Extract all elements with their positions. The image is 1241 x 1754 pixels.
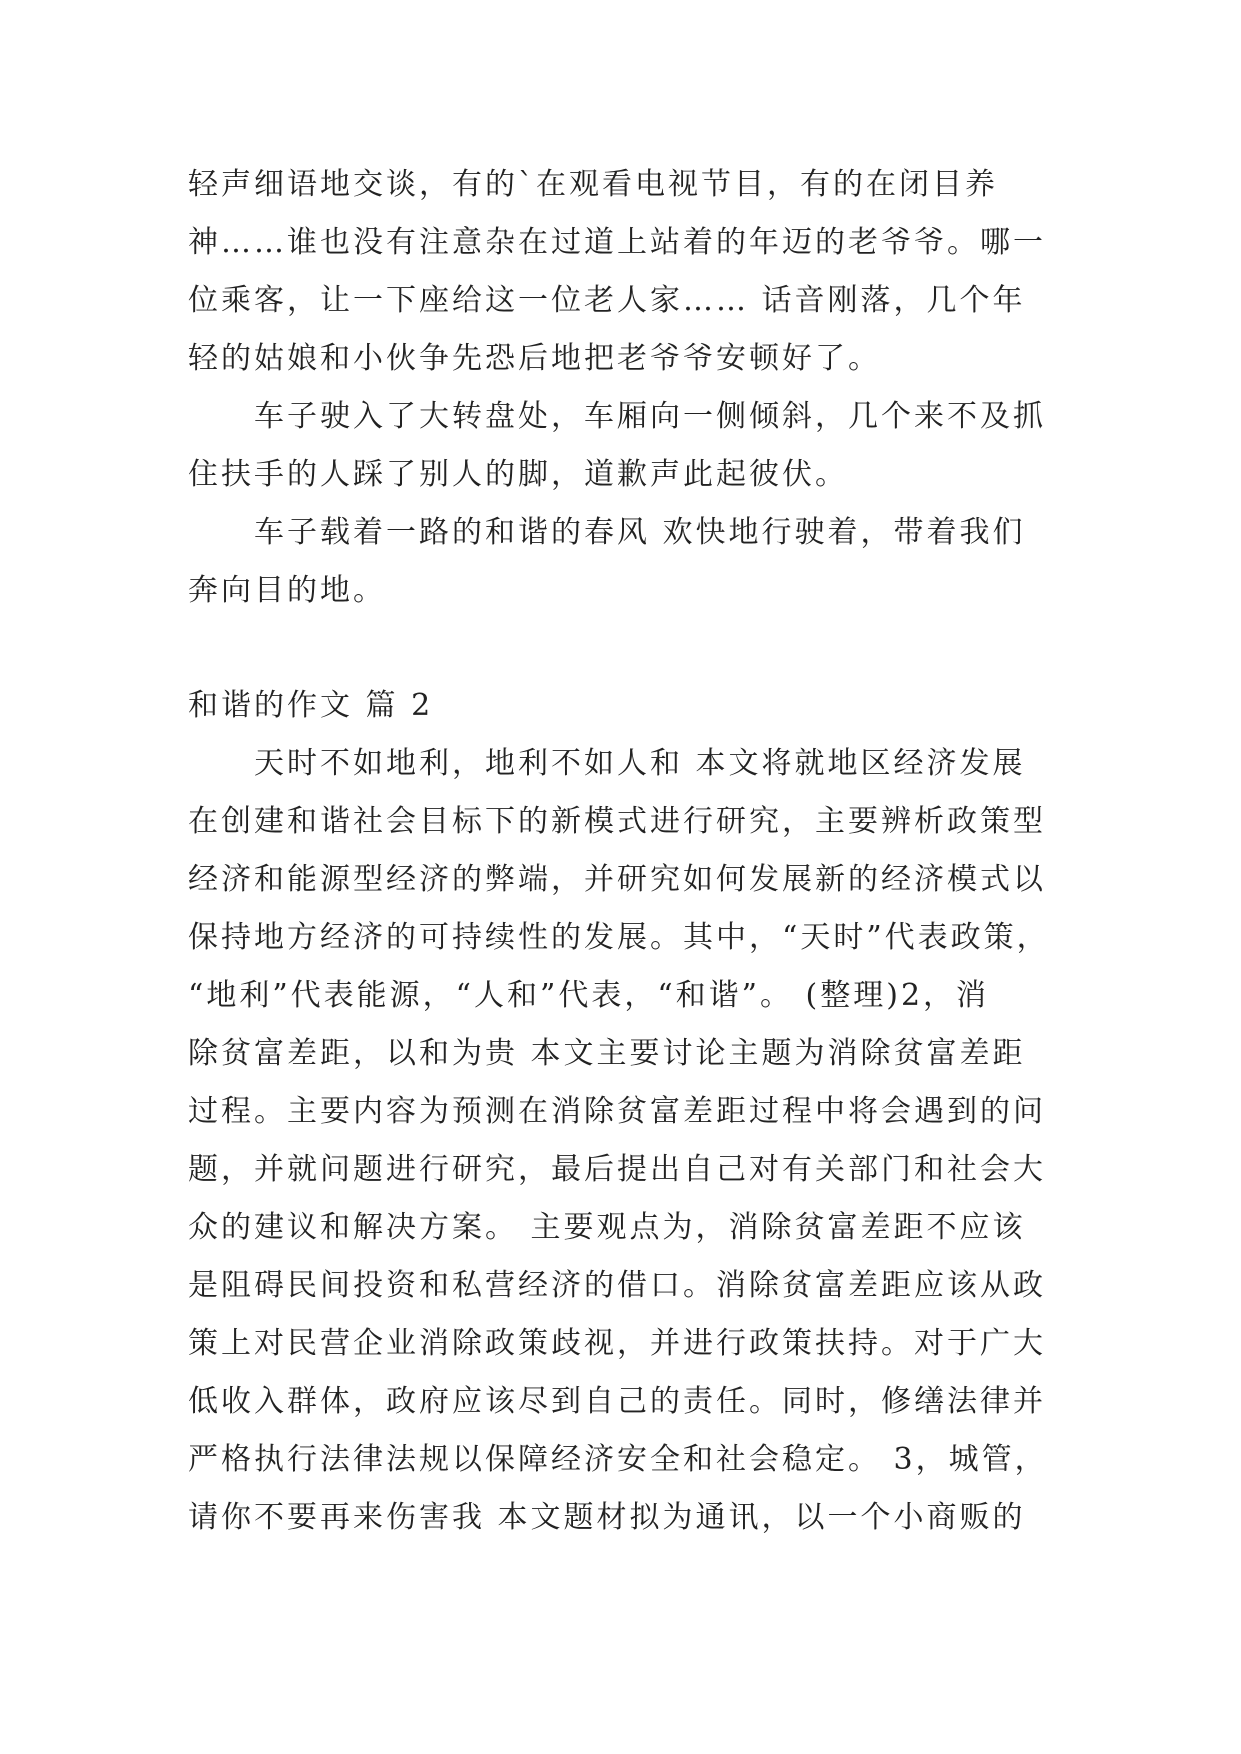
paragraph-line: 车子载着一路的和谐的春风 欢快地行驶着，带着我们 [188,515,1026,550]
paragraph-line: 天时不如地利，地利不如人和 本文将就地区经济发展 [188,746,1026,781]
paragraph-line: 是阻碍民间投资和私营经济的借口。消除贫富差距应该从政 [188,1268,1046,1303]
paragraph-line: 严格执行法律法规以保障经济安全和社会稳定。 3，城管， [188,1442,1048,1477]
paragraph-line: 轻声细语地交谈，有的`在观看电视节目，有的在闭目养 [188,167,998,202]
paragraph-line: 众的建议和解决方案。 主要观点为，消除贫富差距不应该 [188,1210,1026,1245]
paragraph-line: 低收入群体，政府应该尽到自己的责任。同时，修缮法律并 [188,1384,1046,1419]
paragraph-line: 住扶手的人踩了别人的脚，道歉声此起彼伏。 [188,457,848,492]
paragraph-line: 题，并就问题进行研究，最后提出自己对有关部门和社会大 [188,1152,1046,1187]
paragraph-line: 策上对民营企业消除政策歧视，并进行政策扶持。对于广大 [188,1326,1046,1361]
paragraph-line: “地利”代表能源，“人和”代表，“和谐”。 (整理)2，消 [188,978,990,1013]
paragraph-line: 轻的姑娘和小伙争先恐后地把老爷爷安顿好了。 [188,341,881,376]
paragraph-line: 保持地方经济的可持续性的发展。其中，“天时”代表政策， [188,920,1050,955]
paragraph-line: 经济和能源型经济的弊端，并研究如何发展新的经济模式以 [188,862,1046,897]
paragraph-line: 神……谁也没有注意杂在过道上站着的年迈的老爷爷。哪一 [188,225,1046,260]
paragraph-line: 请你不要再来伤害我 本文题材拟为通讯，以一个小商贩的 [188,1500,1026,1535]
paragraph-line: 奔向目的地。 [188,573,386,608]
section-heading: 和谐的作文 篇 2 [188,688,434,723]
paragraph-line: 除贫富差距，以和为贵 本文主要讨论主题为消除贫富差距 [188,1036,1026,1071]
paragraph-line: 在创建和谐社会目标下的新模式进行研究，主要辨析政策型 [188,804,1046,839]
paragraph-line: 过程。主要内容为预测在消除贫富差距过程中将会遇到的问 [188,1094,1046,1129]
paragraph-line: 车子驶入了大转盘处，车厢向一侧倾斜，几个来不及抓 [188,399,1046,434]
paragraph-line: 位乘客，让一下座给这一位老人家…… 话音刚落，几个年 [188,283,1026,318]
